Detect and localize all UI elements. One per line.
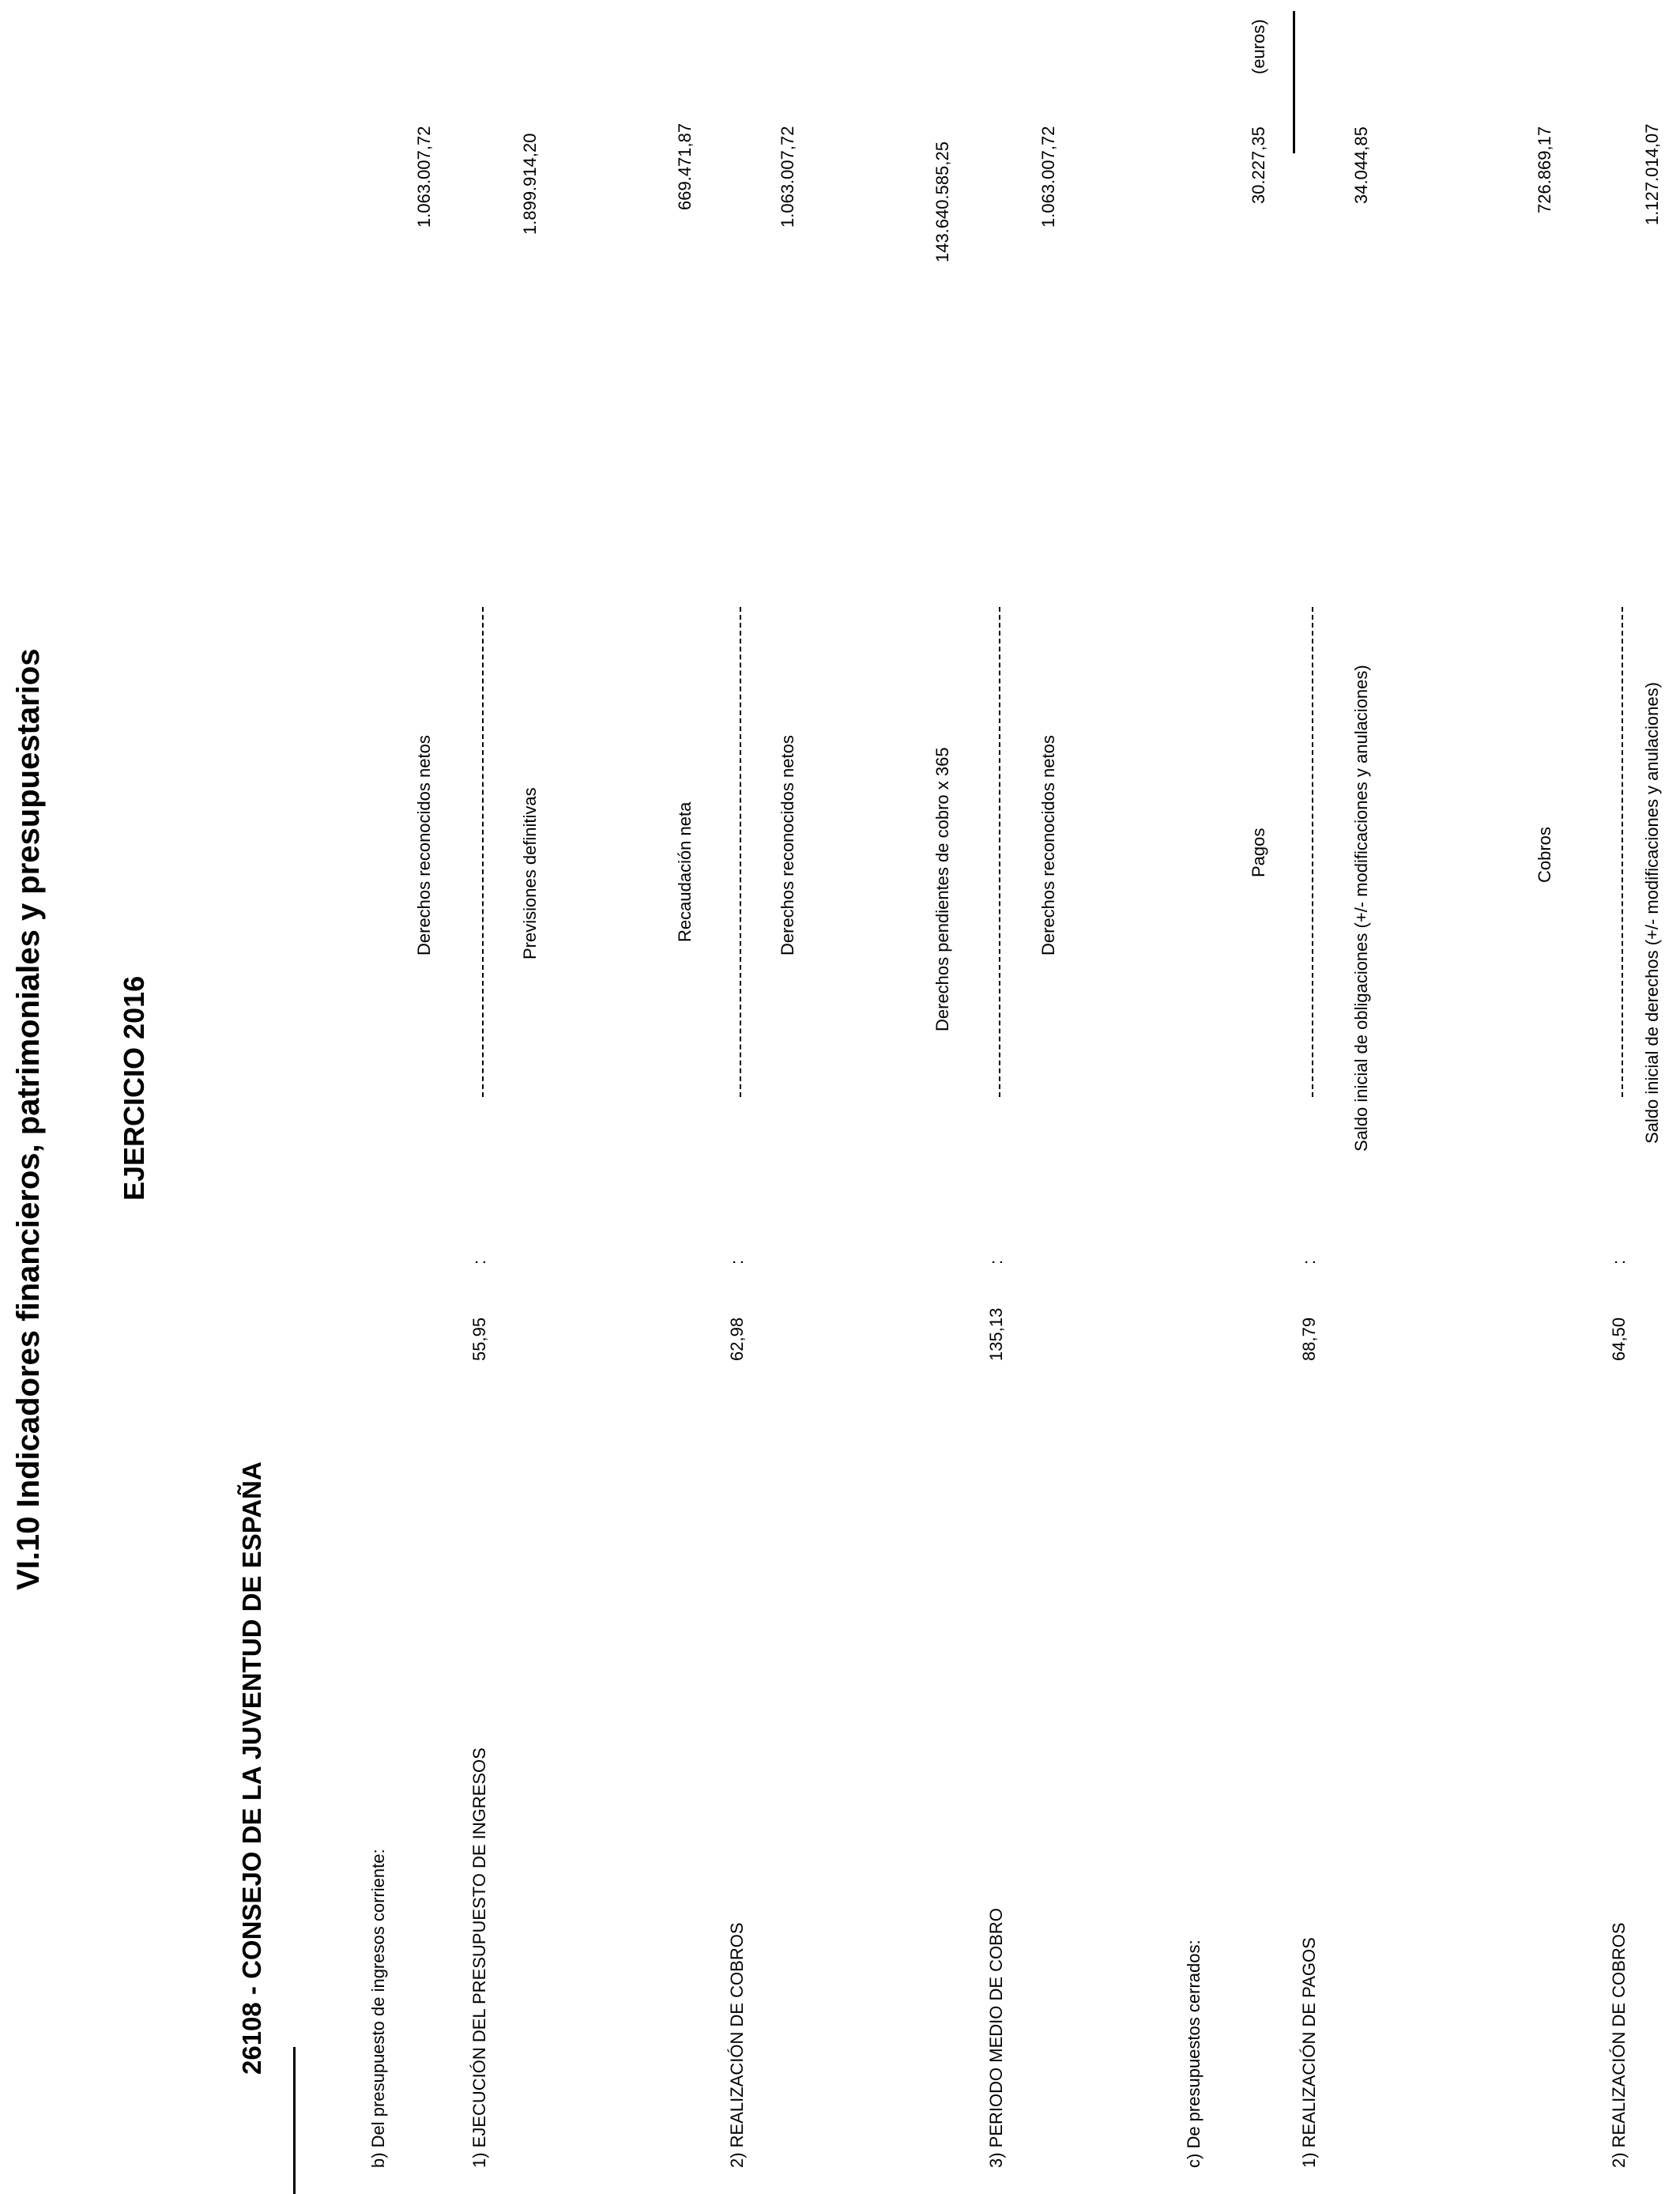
report-title: VI.10 Indicadores financieros, patrimoniales y presupuestarios	[11, 648, 46, 1590]
header-rule-top	[1293, 11, 1295, 153]
numerator-value: 30.227,35	[1249, 126, 1268, 204]
indicator-label: 3) PERIODO MEDIO DE COBRO	[986, 1908, 1006, 2168]
indicator-label: 2) REALIZACIÓN DE COBROS	[1609, 1922, 1629, 2168]
separator: :	[1299, 1259, 1319, 1265]
indicator-label: 2) REALIZACIÓN DE COBROS	[727, 1922, 747, 2168]
numerator-label: Cobros	[1535, 827, 1554, 883]
numerator-label: Recaudación neta	[675, 801, 695, 942]
denominator-label: Saldo inicial de obligaciones (+/- modificaciones y anulaciones)	[1351, 665, 1371, 1152]
denominator-value: 1.127.014,07	[1642, 123, 1662, 225]
denominator-value: 1.063.007,72	[1038, 126, 1058, 228]
entity-name: 26108 - CONSEJO DE LA JUVENTUD DE ESPAÑA	[237, 1461, 266, 2075]
numerator-value: 669.471,87	[675, 123, 695, 210]
numerator-value: 1.063.007,72	[414, 126, 434, 228]
denominator-value: 34.044,85	[1351, 126, 1371, 204]
separator: :	[1609, 1259, 1629, 1265]
fraction-line	[999, 607, 1003, 1097]
indicator-label: 1) REALIZACIÓN DE PAGOS	[1299, 1937, 1319, 2168]
indicator-label: 1) EJECUCIÓN DEL PRESUPUESTO DE INGRESOS	[469, 1747, 489, 2168]
report-year: EJERCICIO 2016	[118, 975, 150, 1201]
fraction-line	[1312, 607, 1316, 1097]
header-rule-bottom	[293, 2047, 296, 2194]
separator: :	[727, 1259, 747, 1265]
fraction-line	[482, 607, 486, 1097]
denominator-label: Derechos reconocidos netos	[1038, 735, 1058, 956]
denominator-value: 1.063.007,72	[778, 126, 797, 228]
fraction-line	[740, 607, 744, 1097]
numerator-value: 726.869,17	[1535, 126, 1554, 213]
denominator-label: Saldo inicial de derechos (+/- modificaciones y anulaciones)	[1642, 682, 1662, 1144]
denominator-label: Derechos reconocidos netos	[778, 735, 797, 956]
numerator-label: Derechos pendientes de cobro x 365	[932, 747, 952, 1031]
indicator-result: 64,50	[1609, 1317, 1629, 1361]
fraction-line	[1622, 607, 1625, 1097]
numerator-value: 143.640.585,25	[932, 141, 952, 262]
denominator-value: 1.899.914,20	[520, 133, 540, 235]
numerator-label: Pagos	[1249, 827, 1268, 877]
indicator-result: 88,79	[1299, 1317, 1319, 1361]
unit-label: (euros)	[1249, 19, 1268, 74]
section-c-header: c) De presupuestos cerrados:	[1184, 1940, 1203, 2168]
indicator-result: 135,13	[986, 1307, 1006, 1361]
indicator-result: 62,98	[727, 1317, 747, 1361]
section-b-header: b) Del presupuesto de ingresos corriente:	[368, 1849, 388, 2168]
indicator-result: 55,95	[469, 1317, 489, 1361]
denominator-label: Previsiones definitivas	[520, 787, 540, 959]
separator: :	[469, 1259, 489, 1265]
separator: :	[986, 1259, 1006, 1265]
numerator-label: Derechos reconocidos netos	[414, 735, 434, 956]
